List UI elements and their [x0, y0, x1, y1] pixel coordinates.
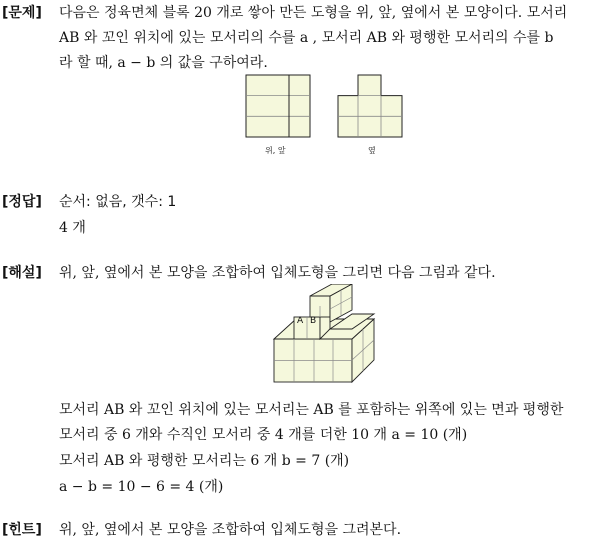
problem-line-3: 라 할 때, a − b 의 값을 구하여라. [59, 55, 268, 71]
explanation-tag: [해설] [2, 265, 42, 281]
explanation-line-2: 모서리 중 6 개와 수직인 모서리 중 4 개를 더한 10 개 a = 10 (개) [59, 427, 468, 443]
problem-line-1: 다음은 정육면체 블록 20 개로 쌓아 만든 도형을 위, 앞, 옆에서 본 모양이다. 모서리 [59, 5, 568, 21]
explanation-line-3: 모서리 AB 와 평행한 모서리는 6 개 b = 7 (개) [59, 453, 350, 469]
figure-label-top-front: 위, 앞 [265, 146, 286, 155]
explanation-line-4: a − b = 10 − 6 = 4 (개) [59, 479, 224, 495]
problem-line-2: AB 와 꼬인 위치에 있는 모서리의 수를 a , 모서리 AB 와 평행한 모서리의 수를 b [59, 30, 554, 46]
cube-label-b: B [310, 316, 317, 326]
solid-figure [272, 284, 380, 384]
answer-line-1: 순서: 없음, 갯수: 1 [59, 194, 177, 210]
hint-tag: [힌트] [2, 522, 42, 538]
figure-label-side: 옆 [368, 146, 376, 155]
explanation-line-1: 모서리 AB 와 꼬인 위치에 있는 모서리는 AB 를 포함하는 위쪽에 있는 면과 평행한 [59, 402, 564, 418]
explanation-intro: 위, 앞, 옆에서 본 모양을 조합하여 입체도형을 그리면 다음 그림과 같다. [59, 265, 496, 281]
problem-tag: [문제] [2, 5, 42, 21]
top-front-view-figure [244, 73, 314, 139]
answer-tag: [정답] [2, 194, 42, 210]
hint-text: 위, 앞, 옆에서 본 모양을 조합하여 입체도형을 그려본다. [59, 522, 402, 538]
cube-label-a: A [297, 316, 304, 326]
side-view-figure [336, 73, 406, 139]
answer-line-2: 4 개 [59, 220, 86, 236]
